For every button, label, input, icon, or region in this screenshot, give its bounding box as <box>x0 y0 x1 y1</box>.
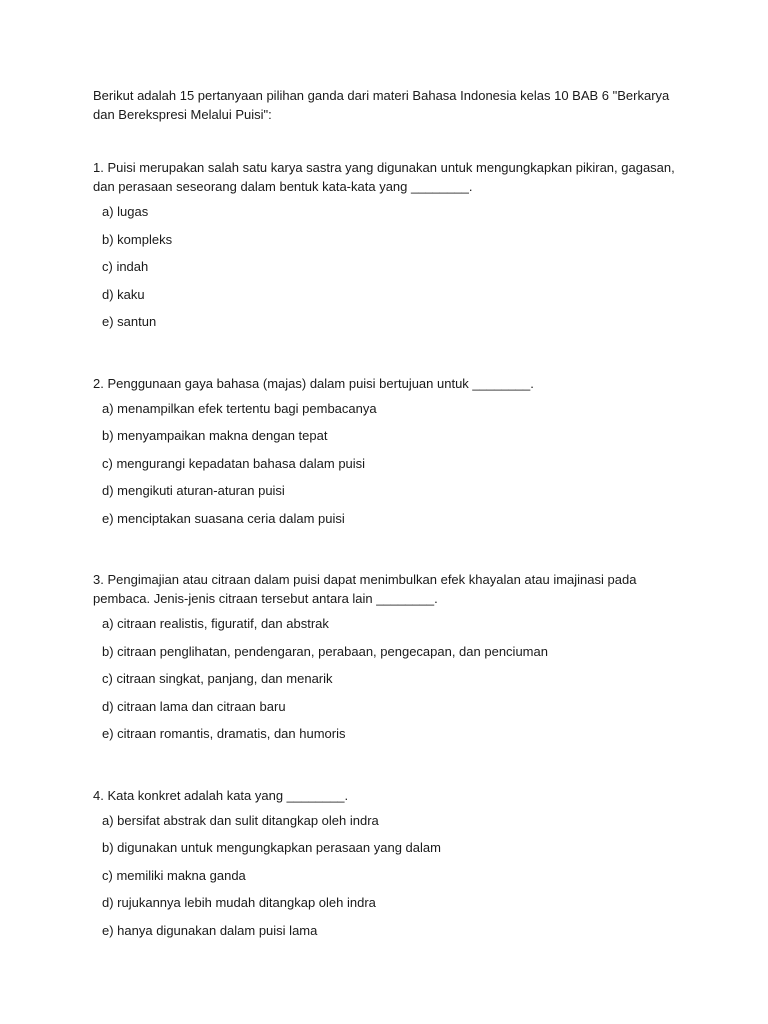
question-text: 4. Kata konkret adalah kata yang ________. <box>93 787 349 803</box>
option-c: c) indah <box>102 259 149 274</box>
option-d: d) kaku <box>102 286 145 302</box>
question-4 <box>93 786 693 949</box>
option-b: b) citraan penglihatan, pendengaran, perabaan, pengecapan, dan penciuman <box>102 643 548 659</box>
question-1 <box>93 158 693 340</box>
option-a: a) menampilkan efek tertentu bagi pembacanya <box>102 400 377 416</box>
option-e: e) hanya digunakan dalam puisi lama <box>102 922 318 938</box>
option-b: b) digunakan untuk mengungkapkan perasaan yang dalam <box>102 840 441 855</box>
option-list <box>93 614 693 752</box>
question-text: 3. Pengimajian atau citraan dalam puisi dapat menimbulkan efek khayalan atau imajinasi pada pembaca. Jenis-jenis citraan tersebut antara lain ________. <box>93 572 637 606</box>
option-list <box>93 202 693 340</box>
question-3 <box>93 570 693 752</box>
option-a: a) bersifat abstrak dan sulit ditangkap oleh indra <box>102 812 379 828</box>
option-c: c) mengurangi kepadatan bahasa dalam puisi <box>102 455 366 471</box>
intro-paragraph: Berikut adalah 15 pertanyaan pilihan ganda dari materi Bahasa Indonesia kelas 10 BAB 6 "Berkarya dan Berekspresi Melalui Puisi": <box>93 88 670 122</box>
option-e: e) citraan romantis, dramatis, dan humoris <box>102 726 346 741</box>
option-a: a) citraan realistis, figuratif, dan abstrak <box>102 616 329 631</box>
question-2 <box>93 374 693 537</box>
document-body <box>93 86 693 948</box>
question-text: 1. Puisi merupakan salah satu karya sastra yang digunakan untuk mengungkapkan pikiran, gagasan, dan perasaan seseorang dalam bentuk kata-kata yang ________. <box>93 160 675 194</box>
option-d: d) citraan lama dan citraan baru <box>102 698 286 714</box>
option-d: d) mengikuti aturan-aturan puisi <box>102 483 285 498</box>
option-a: a) lugas <box>102 204 149 219</box>
option-e: e) menciptakan suasana ceria dalam puisi <box>102 510 345 526</box>
option-b: b) kompleks <box>102 231 173 247</box>
option-b: b) menyampaikan makna dengan tepat <box>102 428 328 443</box>
option-c: c) citraan singkat, panjang, dan menarik <box>102 671 333 686</box>
option-d: d) rujukannya lebih mudah ditangkap oleh indra <box>102 895 376 910</box>
question-text: 2. Penggunaan gaya bahasa (majas) dalam puisi bertujuan untuk ________. <box>93 375 534 391</box>
option-e: e) santun <box>102 314 157 329</box>
option-list <box>93 811 693 949</box>
option-c: c) memiliki makna ganda <box>102 867 246 883</box>
option-list <box>93 399 693 537</box>
